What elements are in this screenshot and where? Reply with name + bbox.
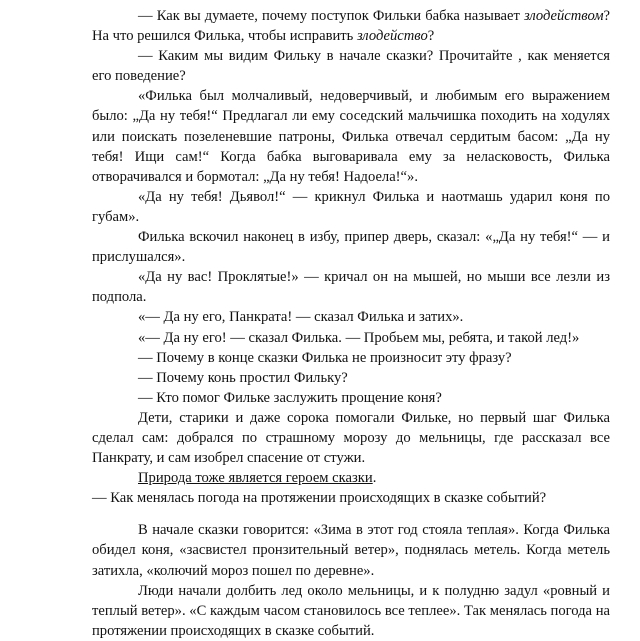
question-helpers: — Кто помог Фильке заслужить прощение коня? [138, 389, 442, 406]
answer-weather-start: В начале сказки говорится: «Зима в этот год стояла теплая». Когда Филька обидел коня, «засвистел пронзительный ветер», поднялась метель. Когда метель затихла, «колючий мороз пошел по деревне». [92, 522, 610, 579]
nature-heading: Природа тоже является героем сказки. [138, 470, 377, 487]
quote-paragraph: «— Да ну его! — сказал Филька. — Пробьем мы, ребята, и такой лед!» [138, 329, 580, 346]
question-villainy: — Как вы думаете, почему поступок Фильки бабка называет злодейством? На что решился Филька, чтобы исправить злодейство? [92, 8, 610, 45]
answer-paragraph: Дети, старики и даже сорока помогали Фильке, но первый шаг Филька сделал сам: добрался по страшному морозу до мельницы, где рассказал все Панкрату, и сам изобрел спасение от стужи. [92, 409, 610, 467]
answer-weather-end: Люди начали долбить лед около мельницы, и к полудню задул «ровный и теплый ветер». «С каждым часом становилось все теплее». Так менялась погода на протяжении происходящих в сказке событий. [92, 582, 610, 639]
question-phrase: — Почему в конце сказки Филька не произносит эту фразу? [138, 349, 512, 366]
quote-paragraph: «— Да ну его, Панкрата! — сказал Филька и затих». [138, 309, 464, 326]
quote-paragraph: «Филька был молчаливый, недоверчивый, и любимым его выражением было: „Да ну тебя!“ Предлагал ли ему соседский мальчишка походить на ходулях или поискать позеленевшие патроны, Филька отвечал сердитым басом: „Да ну тебя! Ищи сам!“ Когда бабка выговаривала ему за неласковость, Филька отворачивался и бормотал: „Да ну тебя! Надоела!“». [92, 88, 610, 185]
quote-paragraph: «Да ну вас! Проклятые!» — кричал он на мышей, но мыши все лезли из подпола. [92, 269, 610, 306]
question-behavior: — Каким мы видим Фильку в начале сказки? Прочитайте , как меняется его поведение? [92, 48, 610, 85]
quote-paragraph: Филька вскочил наконец в избу, припер дверь, сказал: «„Да ну тебя!“ — и прислушался». [92, 229, 610, 266]
question-horse: — Почему конь простил Фильку? [138, 369, 348, 386]
question-weather: — Как менялась погода на протяжении происходящих в сказке событий? [92, 490, 547, 507]
quote-paragraph: «Да ну тебя! Дьявол!“ — крикнул Филька и наотмашь ударил коня по губам». [92, 188, 610, 225]
